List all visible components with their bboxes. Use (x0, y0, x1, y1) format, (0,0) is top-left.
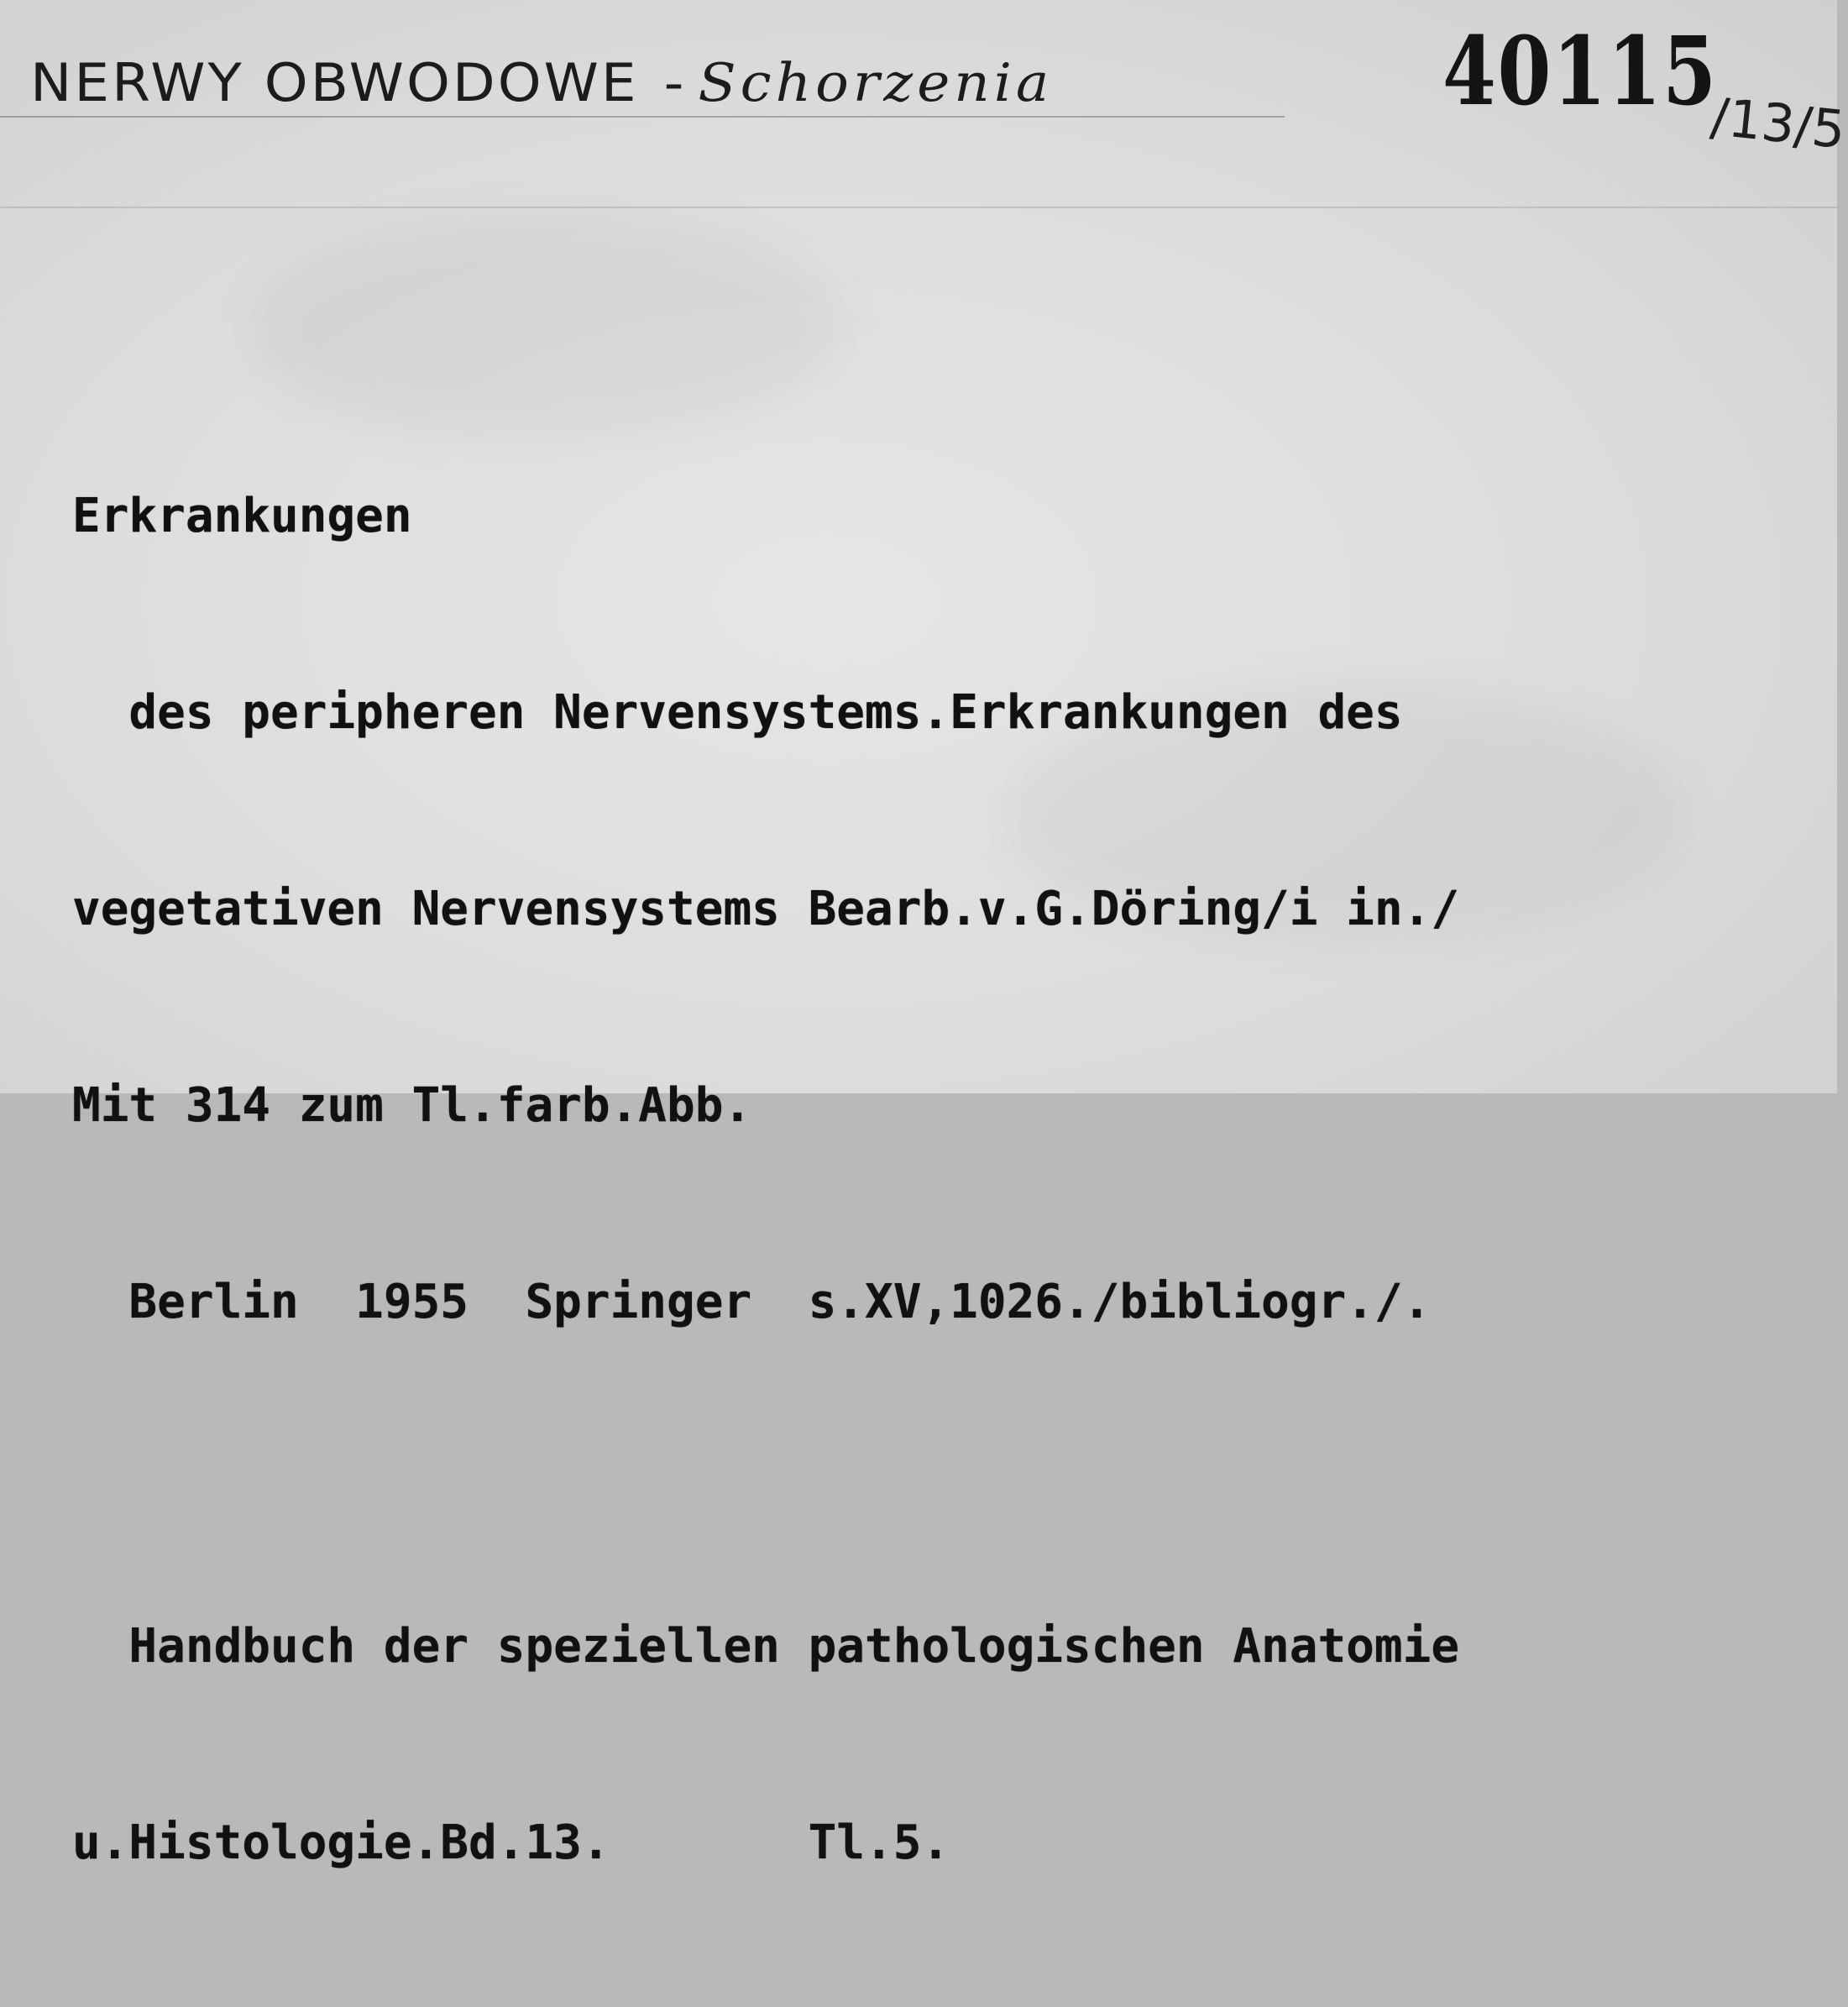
heading-rule-bottom (0, 207, 1837, 208)
entry-line: Handbuch der speziellen pathologischen Anatomie (72, 1619, 1460, 1674)
entry-line: u.Histologie.Bd.13. Tl.5. (72, 1816, 950, 1870)
subject-heading (30, 52, 1053, 113)
entry-line: Erkrankungen (72, 489, 412, 543)
entry-gap (72, 1466, 1459, 1483)
entry-line: Mit 314 zum Tl.farb.Abb. (72, 1078, 752, 1133)
heading-rule-top (0, 116, 1285, 118)
call-number: 40115 (1442, 17, 1718, 127)
entry-line: Berlin 1955 Springer s.XV,1026./bibliogr./. (72, 1275, 1432, 1329)
bibliographic-entry (72, 353, 1459, 2007)
subject-heading-main: NERWY OBWODOWE (30, 52, 639, 114)
subject-heading-separator: - (663, 52, 687, 114)
subject-heading-sub: Schorzenia (698, 52, 1054, 114)
entry-line: vegetativen Nervensystems Bearb.v.G.Döring/i in./ (72, 882, 1460, 936)
entry-line: des peripheren Nervensystems.Erkrankungen des (72, 685, 1403, 740)
call-number-fraction: /13/5 (1708, 86, 1848, 161)
